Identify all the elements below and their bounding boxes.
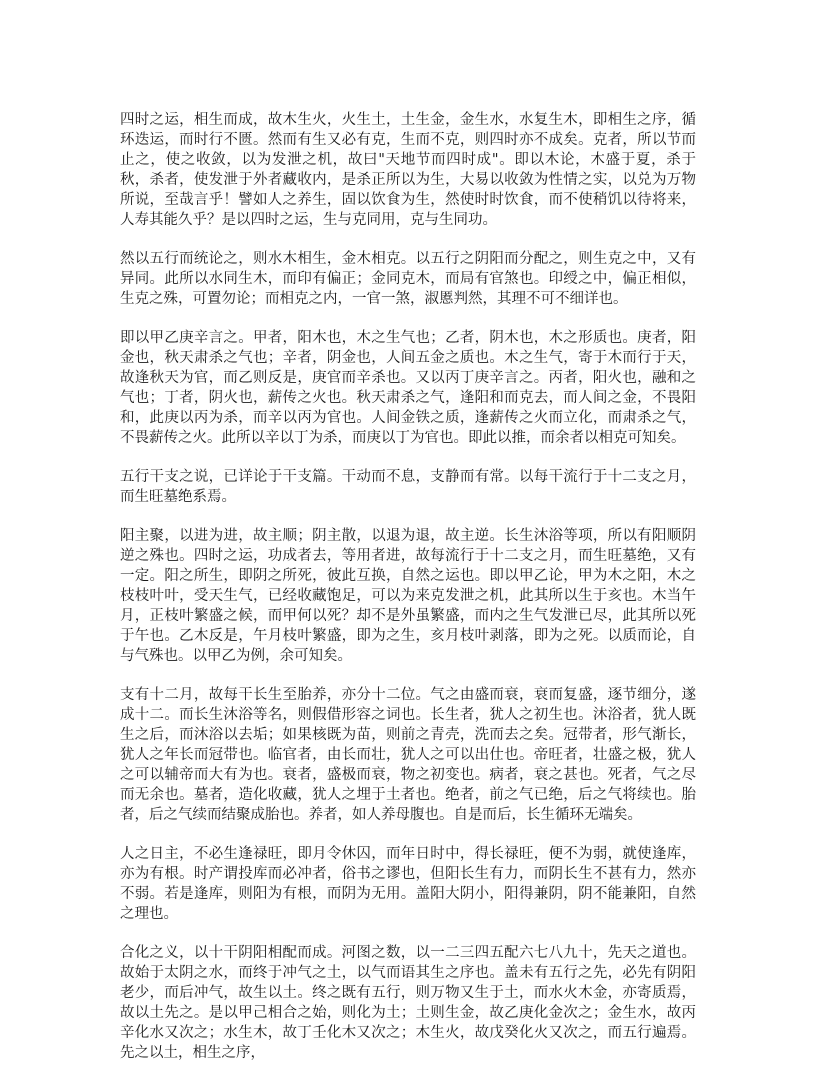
paragraph-4: 五行干支之说，已详论于干支篇。干动而不息，支静而有常。以每干流行于十二支之月，而生旺墓绝系焉。 <box>120 469 696 505</box>
document-page <box>120 110 696 1082</box>
paragraph-3: 即以甲乙庚辛言之。甲者，阳木也，木之生气也；乙者，阴木也，木之形质也。庚者，阳金也，秋天肃杀之气也；辛者，阴金也，人间五金之质也。木之生气，寄于木而行于天，故逢秋天为官，而乙则反是，庚官而辛杀也。又以丙丁庚辛言之。丙者，阳火也，融和之气也；丁者，阴火也，薪传之火也。秋天肃杀之气，逢阳和而克去，而人间之金，不畏阳和，此庚以丙为杀，而辛以丙为官也。人间金铁之质，逢薪传之火而立化，而肃杀之气，不畏薪传之火。此所以辛以丁为杀，而庚以丁为官也。即此以推，而余者以相克可知矣。 <box>120 330 696 446</box>
paragraph-5: 阳主聚，以进为进，故主顺；阴主散，以退为退，故主逆。长生沐浴等项，所以有阳顺阴逆之殊也。四时之运，功成者去，等用者进，故每流行于十二支之月，而生旺墓绝，又有一定。阳之所生，即阴之所死，彼此互换，自然之运也。即以甲乙论，甲为木之阳，木之枝枝叶叶，受天生气，已经收藏饱足，可以为来克发泄之机，此其所以生于亥也。木当午月，正枝叶繁盛之候，而甲何以死？却不是外虽繁盛，而内之生气发泄已尽，此其所以死于午也。乙木反是，午月枝叶繁盛，即为之生，亥月枝叶剥落，即为之死。以质而论，自与气殊也。以甲乙为例，余可知矣。 <box>120 528 696 664</box>
paragraph-8: 合化之义，以十干阴阳相配而成。河图之数，以一二三四五配六七八九十，先天之道也。故始于太阴之水，而终于冲气之土，以气而语其生之序也。盖未有五行之先，必先有阴阳老少，而后冲气，故生以土。终之既有五行，则万物又生于土，而水火木金，亦寄质焉，故以土先之。是以甲己相合之始，则化为土；土则生金，故乙庚化金次之；金生水，故丙辛化水又次之；水生木，故丁壬化木又次之；木生火，故戊癸化火又次之，而五行遍焉。先之以土，相生之序， <box>120 945 696 1061</box>
paragraph-7: 人之日主，不必生逢禄旺，即月令休囚，而年日时中，得长禄旺，便不为弱，就使逢库，亦为有根。时产谓投库而必冲者，俗书之谬也，但阳长生有力，而阴长生不甚有力，然亦不弱。若是逢库，则阳为有根，而阴为无用。盖阳大阴小，阳得兼阴，阴不能兼阳，自然之理也。 <box>120 846 696 922</box>
paragraph-6: 支有十二月，故每干长生至胎养，亦分十二位。气之由盛而衰，衰而复盛，逐节细分，遂成十二。而长生沐浴等名，则假借形容之词也。长生者，犹人之初生也。沐浴者，犹人既生之后，而沐浴以去垢；如果核既为苗，则前之青壳，洗而去之矣。冠带者，形气渐长，犹人之年长而冠带也。临官者，由长而壮，犹人之可以出仕也。帝旺者，壮盛之极，犹人之可以辅帝而大有为也。衰者，盛极而衰，物之初变也。病者，衰之甚也。死者，气之尽而无余也。墓者，造化收藏，犹人之埋于土者也。绝者，前之气已绝，后之气将续也。胎者，后之气续而结聚成胎也。养者，如人养母腹也。自是而后，长生循环无端矣。 <box>120 687 696 823</box>
paragraph-2: 然以五行而统论之，则水木相生，金木相克。以五行之阴阳而分配之，则生克之中，又有异同。此所以水同生木，而印有偏正；金同克木，而局有官煞也。印绶之中，偏正相似，生克之殊，可置勿论；而相克之内，一官一煞，淑慝判然，其理不可不细详也。 <box>120 251 696 307</box>
paragraph-1: 四时之运，相生而成，故木生火，火生土，土生金，金生水，水复生木，即相生之序，循环迭运，而时行不匮。然而有生又必有克，生而不克，则四时亦不成矣。克者，所以节而止之，使之收敛，以为发泄之机，故曰"天地节而四时成"。即以木论，木盛于夏，杀于秋，杀者，使发泄于外者藏收内，是杀正所以为生，大易以收敛为性情之实，以兑为万物所说，至哉言乎！譬如人之养生，固以饮食为生，然使时时饮食，而不使稍饥以待将来，人寿其能久乎？是以四时之运，生与克同用，克与生同功。 <box>120 112 696 228</box>
